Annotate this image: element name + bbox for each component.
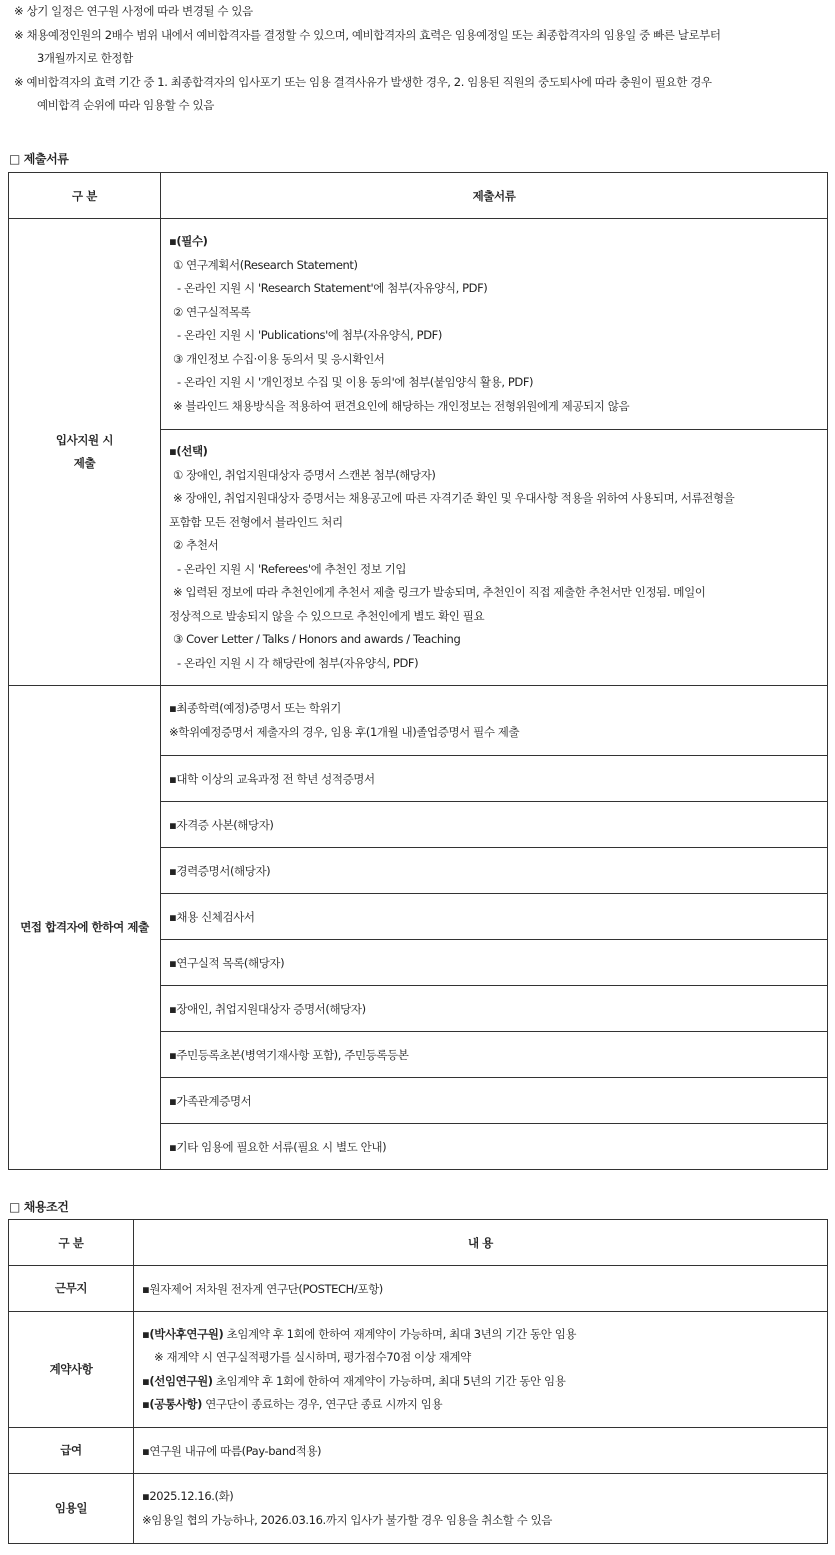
required-line: - 온라인 지원 시 'Publications'에 첨부(자유양식, PDF)	[177, 328, 442, 342]
contract-postdoc-text: 초임계약 후 1회에 한하여 재계약이 가능하며, 최대 3년의 기간 동안 임용	[223, 1326, 577, 1341]
workplace-row	[9, 1266, 828, 1312]
start-date-row	[9, 1474, 828, 1544]
required-line: ① 연구계획서(Research Statement)	[173, 257, 358, 272]
optional-line: ② 추천서	[173, 538, 219, 552]
contract-senior-text: 초임계약 후 1회에 한하여 재계약이 가능하며, 최대 5년의 기간 동안 임용	[212, 1373, 566, 1388]
start-date-note: ※임용일 협의 가능하나, 2026.03.16.까지 입사가 불가할 경우 임용을 취소할 수 있음	[142, 1512, 552, 1527]
optional-line: 포함함 모든 전형에서 블라인드 처리	[169, 514, 343, 529]
optional-line: - 온라인 지원 시 'Referees'에 추천인 정보 기입	[177, 561, 407, 576]
conditions-header-row	[9, 1220, 828, 1266]
contract-senior	[142, 1370, 819, 1394]
optional-line: - 온라인 지원 시 각 해당란에 첨부(자유양식, PDF)	[177, 655, 419, 670]
optional-line: ① 장애인, 취업지원대상자 증명서 스캔본 첨부(해당자)	[173, 467, 436, 482]
note-reserve-period: ※ 예비합격자의 효력 기간 중 1. 최종합격자의 입사포기 또는 임용 결격사유가 발생한 경우, 2. 임용된 직원의 중도퇴사에 따라 충원이 필요한 경우	[14, 74, 712, 89]
interview-item: ▪자격증 사본(해당자)	[161, 802, 828, 848]
optional-line: ※ 장애인, 취업지원대상자 증명서는 채용공고에 따른 자격기준 확인 및 우대사항 적용을 위하여 사용되며, 서류전형을	[173, 491, 735, 505]
optional-line: 정상적으로 발송되지 않을 수 있으므로 추천인에게 별도 확인 필요	[169, 608, 485, 623]
documents-table	[8, 172, 828, 1170]
optional-line: ※ 입력된 정보에 따라 추천인에게 추천서 제출 링크가 발송되며, 추천인이 직접 제출한 추천서만 인정됨. 메일이	[173, 585, 706, 599]
interview-item: ▪채용 신체검사서	[161, 894, 828, 940]
workplace-category: 근무지	[9, 1266, 134, 1312]
salary-row	[9, 1428, 828, 1474]
start-date-line: ▪2025.12.16.(화)	[142, 1489, 234, 1503]
contract-senior-label: ▪(선임연구원)	[142, 1373, 213, 1388]
interview-item: ▪주민등록초본(병역기재사항 포함), 주민등록등본	[161, 1032, 828, 1078]
contract-postdoc-label: ▪(박사후연구원)	[142, 1326, 224, 1341]
note-reserve-period-cont: 예비합격 순위에 따라 임용할 수 있음	[37, 98, 214, 112]
interview-item: ▪기타 임용에 필요한 서류(필요 시 별도 안내)	[161, 1124, 828, 1170]
start-date-category: 임용일	[9, 1474, 134, 1544]
application-category-line1: 입사지원 시	[55, 433, 114, 447]
note-schedule: ※ 상기 일정은 연구원 사정에 따라 변경될 수 있음	[14, 4, 253, 18]
optional-heading: ▪(선택)	[169, 444, 208, 458]
conditions-header-category: 구 분	[9, 1220, 134, 1266]
required-line: - 온라인 지원 시 '개인정보 수집 및 이용 동의'에 첨부(붙임양식 활용, PDF)	[177, 375, 534, 389]
contract-postdoc-note: ※ 재계약 시 연구실적평가를 실시하며, 평가점수70점 이상 재계약	[154, 1350, 471, 1364]
required-heading: ▪(필수)	[169, 234, 208, 248]
notice-notes	[14, 0, 824, 118]
interview-degree-note: ※학위예정증명서 제출자의 경우, 임용 후(1개월 내)졸업증명서 필수 제출	[169, 724, 520, 739]
interview-item: ▪장애인, 취업지원대상자 증명서(해당자)	[161, 986, 828, 1032]
interview-item: ▪가족관계증명서	[161, 1078, 828, 1124]
contract-postdoc	[142, 1323, 819, 1347]
note-reserve-cont: 3개월까지로 한정함	[37, 51, 133, 65]
interview-item	[161, 686, 828, 756]
application-category	[9, 219, 161, 686]
required-line: ③ 개인정보 수집·이용 동의서 및 응시확인서	[173, 351, 385, 366]
interview-item: ▪대학 이상의 교육과정 전 학년 성적증명서	[161, 756, 828, 802]
contract-row	[9, 1312, 828, 1428]
workplace-text: ▪원자제어 저차원 전자계 연구단(POSTECH/포항)	[134, 1266, 828, 1312]
optional-documents	[161, 430, 828, 686]
conditions-title: □ 채용조건	[9, 1200, 69, 1214]
required-line: ※ 블라인드 채용방식을 적용하여 편견요인에 해당하는 개인정보는 전형위원에게 제공되지 않음	[173, 398, 630, 413]
interview-first-row	[9, 686, 828, 756]
contract-category: 계약사항	[9, 1312, 134, 1428]
application-required-row	[9, 219, 828, 430]
contract-details	[134, 1312, 828, 1428]
conditions-header-content: 내 용	[134, 1220, 828, 1266]
documents-header-content: 제출서류	[161, 173, 828, 219]
interview-category: 면접 합격자에 한하여 제출	[9, 686, 161, 1170]
start-date-details	[134, 1474, 828, 1544]
application-category-line2: 제출	[73, 456, 96, 470]
documents-header-category: 구 분	[9, 173, 161, 219]
interview-item: ▪경력증명서(해당자)	[161, 848, 828, 894]
interview-item: ▪연구실적 목록(해당자)	[161, 940, 828, 986]
contract-common-label: ▪(공통사항)	[142, 1397, 202, 1411]
salary-text: ▪연구원 내규에 따름(Pay-band적용)	[134, 1428, 828, 1474]
documents-title: □ 제출서류	[9, 152, 69, 166]
salary-category: 급여	[9, 1428, 134, 1474]
required-documents	[161, 219, 828, 430]
required-line: - 온라인 지원 시 'Research Statement'에 첨부(자유양식, PDF)	[177, 281, 488, 295]
conditions-table	[8, 1219, 828, 1544]
documents-header-row	[9, 173, 828, 219]
note-reserve: ※ 채용예정인원의 2배수 범위 내에서 예비합격자를 결정할 수 있으며, 예비합격자의 효력은 임용예정일 또는 최종합격자의 임용일 중 빠른 날로부터	[14, 27, 721, 42]
required-line: ② 연구실적목록	[173, 304, 251, 319]
contract-common	[142, 1393, 819, 1417]
interview-degree-line: ▪최종학력(예정)증명서 또는 학위기	[169, 701, 342, 715]
optional-line: ③ Cover Letter / Talks / Honors and awards / Teaching	[173, 632, 461, 646]
contract-common-text: 연구단이 종료하는 경우, 연구단 종료 시까지 임용	[201, 1397, 443, 1411]
